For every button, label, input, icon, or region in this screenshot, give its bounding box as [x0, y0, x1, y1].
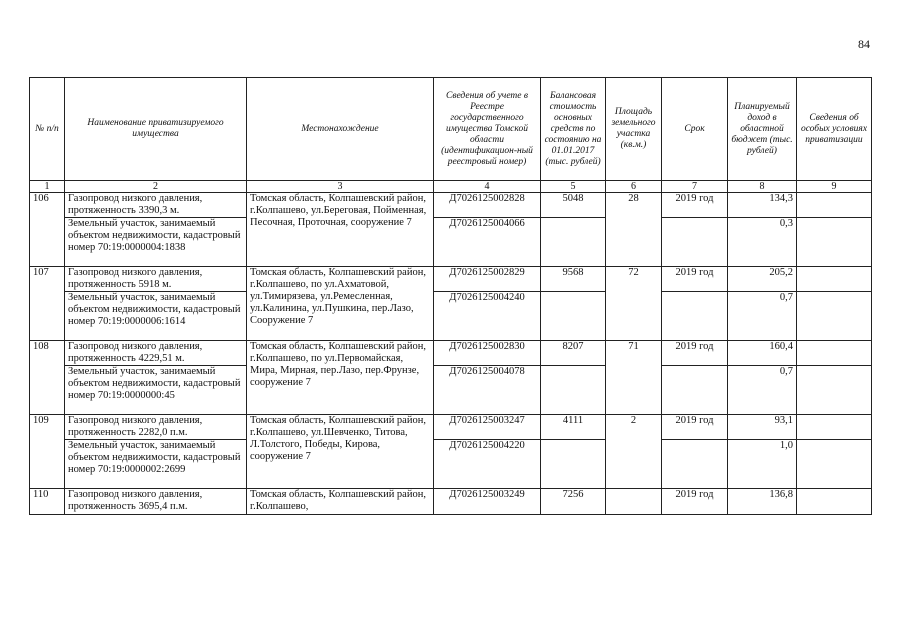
row-number: 106: [30, 193, 65, 267]
table-row: [30, 193, 872, 218]
term: [662, 366, 728, 415]
column-number: 9: [797, 181, 872, 193]
object-name: Газопровод низкого давления, протяженность 2282,0 п.м.: [65, 415, 247, 440]
balance-value: 9568: [541, 267, 606, 292]
table-row: [30, 341, 872, 366]
planned-income: 0,7: [728, 292, 797, 341]
table-row: [30, 489, 872, 515]
balance-value: [541, 218, 606, 267]
land-area: 2: [606, 415, 662, 489]
balance-value: [541, 292, 606, 341]
planned-income: 134,3: [728, 193, 797, 218]
special-conditions: [797, 292, 872, 341]
registry-number: Д7026125003247: [434, 415, 541, 440]
table-row: [30, 415, 872, 440]
object-name: Газопровод низкого давления, протяженность 3390,3 м.: [65, 193, 247, 218]
privatization-table: [29, 77, 872, 515]
row-number: 109: [30, 415, 65, 489]
term: 2019 год: [662, 193, 728, 218]
balance-value: 7256: [541, 489, 606, 515]
special-conditions: [797, 341, 872, 366]
object-name: Земельный участок, занимаемый объектом недвижимости, кадастровый номер 70:19:0000002:2699: [65, 440, 247, 489]
object-name: Земельный участок, занимаемый объектом недвижимости, кадастровый номер 70:19:0000006:1614: [65, 292, 247, 341]
registry-number: Д7026125004220: [434, 440, 541, 489]
column-number: 2: [65, 181, 247, 193]
object-name: Земельный участок, занимаемый объектом недвижимости, кадастровый номер 70:19:0000004:1838: [65, 218, 247, 267]
registry-number: Д7026125002829: [434, 267, 541, 292]
registry-number: Д7026125004240: [434, 292, 541, 341]
header-income: Планируемый доход в областной бюджет (тыс. рублей): [728, 78, 797, 181]
column-number: 3: [247, 181, 434, 193]
object-location: Томская область, Колпашевский район, г.Колпашево, ул.Шевченко, Титова, Л.Толстого, Победы, Кирова, сооружение 7: [247, 415, 434, 489]
column-number: 5: [541, 181, 606, 193]
registry-number: Д7026125004066: [434, 218, 541, 267]
table-row: [30, 267, 872, 292]
balance-value: 4111: [541, 415, 606, 440]
planned-income: 93,1: [728, 415, 797, 440]
balance-value: 8207: [541, 341, 606, 366]
object-location: Томская область, Колпашевский район, г.Колпашево, ул.Береговая, Пойменная, Песочная, Проточная, сооружение 7: [247, 193, 434, 267]
header-row: [30, 78, 872, 181]
column-number-row: [30, 181, 872, 193]
row-number: 110: [30, 489, 65, 515]
column-number: 7: [662, 181, 728, 193]
term: 2019 год: [662, 341, 728, 366]
column-number: 1: [30, 181, 65, 193]
special-conditions: [797, 267, 872, 292]
registry-number: Д7026125004078: [434, 366, 541, 415]
registry-number: Д7026125003249: [434, 489, 541, 515]
table-row: [30, 292, 872, 341]
table-row: [30, 440, 872, 489]
term: [662, 440, 728, 489]
special-conditions: [797, 218, 872, 267]
header-special: Сведения об особых условиях приватизации: [797, 78, 872, 181]
object-location: Томская область, Колпашевский район, г.Колпашево,: [247, 489, 434, 515]
planned-income: 136,8: [728, 489, 797, 515]
object-name: Земельный участок, занимаемый объектом недвижимости, кадастровый номер 70:19:0000000:45: [65, 366, 247, 415]
special-conditions: [797, 366, 872, 415]
term: 2019 год: [662, 489, 728, 515]
special-conditions: [797, 193, 872, 218]
object-name: Газопровод низкого давления, протяженность 5918 м.: [65, 267, 247, 292]
term: [662, 218, 728, 267]
special-conditions: [797, 440, 872, 489]
column-number: 6: [606, 181, 662, 193]
header-term: Срок: [662, 78, 728, 181]
planned-income: 1,0: [728, 440, 797, 489]
table-row: [30, 218, 872, 267]
balance-value: [541, 366, 606, 415]
planned-income: 0,3: [728, 218, 797, 267]
special-conditions: [797, 415, 872, 440]
object-location: Томская область, Колпашевский район, г.Колпашево, по ул.Первомайская, Мира, Мирная, пер.Лазо, пер.Фрунзе, сооружение 7: [247, 341, 434, 415]
land-area: [606, 489, 662, 515]
land-area: 72: [606, 267, 662, 341]
row-number: 107: [30, 267, 65, 341]
balance-value: 5048: [541, 193, 606, 218]
registry-number: Д7026125002828: [434, 193, 541, 218]
header-area: Площадь земельного участка (кв.м.): [606, 78, 662, 181]
planned-income: 0,7: [728, 366, 797, 415]
registry-number: Д7026125002830: [434, 341, 541, 366]
header-registry: Сведения об учете в Реестре государственного имущества Томской области (идентификацион-ный реестровый номер): [434, 78, 541, 181]
page-number: 84: [858, 37, 870, 51]
land-area: 71: [606, 341, 662, 415]
table-row: [30, 366, 872, 415]
special-conditions: [797, 489, 872, 515]
object-name: Газопровод низкого давления, протяженность 3695,4 п.м.: [65, 489, 247, 515]
term: 2019 год: [662, 415, 728, 440]
planned-income: 160,4: [728, 341, 797, 366]
column-number: 4: [434, 181, 541, 193]
object-location: Томская область, Колпашевский район, г.Колпашево, по ул.Ахматовой, ул.Тимирязева, ул.Ремесленная, ул.Калинина, ул.Пушкина, пер.Лазо, Сооружение 7: [247, 267, 434, 341]
object-name: Газопровод низкого давления, протяженность 4229,51 м.: [65, 341, 247, 366]
term: [662, 292, 728, 341]
header-location: Местонахождение: [247, 78, 434, 181]
column-number: 8: [728, 181, 797, 193]
header-name: Наименование приватизируемого имущества: [65, 78, 247, 181]
header-balance: Балансовая стоимость основных средств по состоянию на 01.01.2017 (тыс. рублей): [541, 78, 606, 181]
land-area: 28: [606, 193, 662, 267]
balance-value: [541, 440, 606, 489]
planned-income: 205,2: [728, 267, 797, 292]
row-number: 108: [30, 341, 65, 415]
term: 2019 год: [662, 267, 728, 292]
header-num: № п/п: [30, 78, 65, 181]
